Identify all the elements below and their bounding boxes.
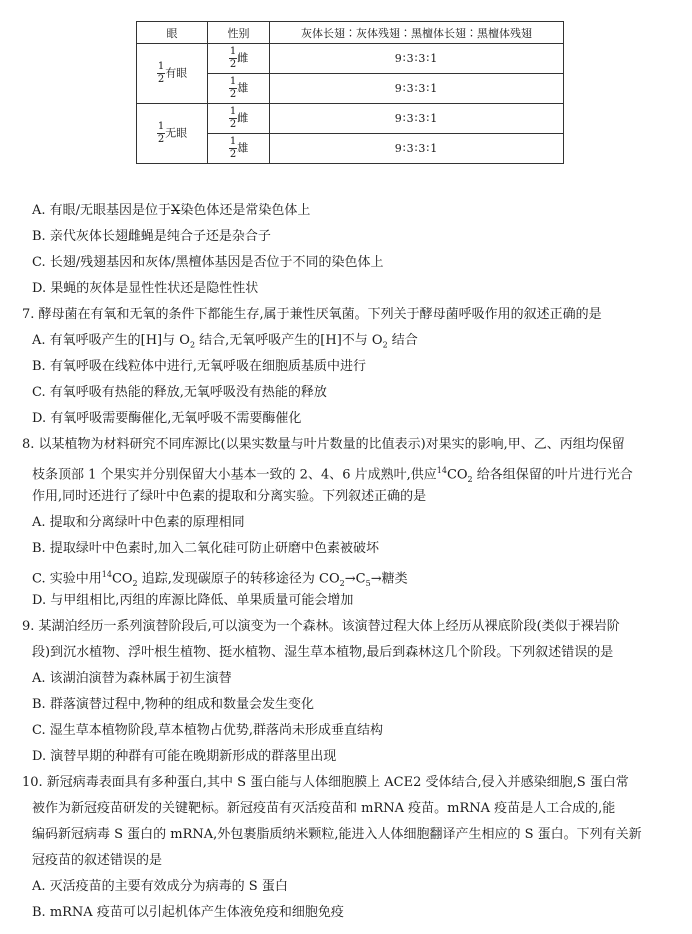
- sex-cell: $\frac{1}{2}$ 雌: [208, 104, 270, 134]
- header-ratio: 灰体长翅∶灰体残翅∶黑檀体长翅∶黑檀体残翅: [270, 22, 564, 44]
- fraction: $\frac{1}{2}$: [157, 121, 165, 145]
- fraction: $\frac{1}{2}$: [229, 46, 237, 70]
- q6-option-d: D. 果蝇的灰体是显性性状还是隐性性状: [32, 281, 259, 296]
- eye-label: 无眼: [165, 126, 188, 140]
- crossed-out-x: X: [171, 203, 181, 218]
- q8-stem-line2: 枝条顶部 1 个果实并分别保留大小基本一致的 2、4、6 片成熟叶,供应$^{14}CO_2$ 给各组保留的叶片进行光合: [32, 466, 633, 484]
- ratio-cell: 9∶3∶3∶1: [270, 104, 564, 134]
- q6-option-c: C. 长翅/残翅基因和灰体/黑檀体基因是否位于不同的染色体上: [32, 255, 384, 270]
- fraction: $\frac{1}{2}$: [157, 61, 165, 85]
- q9-option-a: A. 该湖泊演替为森林属于初生演替: [32, 671, 232, 686]
- sex-cell: $\frac{1}{2}$ 雄: [208, 134, 270, 164]
- q7-option-b: B. 有氧呼吸在线粒体中进行,无氧呼吸在细胞质基质中进行: [32, 359, 366, 374]
- fraction: $\frac{1}{2}$: [229, 76, 237, 100]
- q6-option-b: B. 亲代灰体长翅雌蝇是纯合子还是杂合子: [32, 229, 271, 244]
- header-sex: 性别: [208, 22, 270, 44]
- q10-stem-line4: 冠疫苗的叙述错误的是: [32, 853, 163, 868]
- ratio-cell: 9∶3∶3∶1: [270, 74, 564, 104]
- q8-option-c: C. 实验中用$^{14}CO_2$ 追踪,发现碳原子的转移途径为 $CO_2\to C_5\to$糖类: [32, 570, 408, 588]
- q9-option-b: B. 群落演替过程中,物种的组成和数量会发生变化: [32, 697, 314, 712]
- table-header-row: [137, 22, 564, 44]
- q9-stem-line1: 9. 某湖泊经历一系列演替阶段后,可以演变为一个森林。该演替过程大体上经历从裸底阶段(类似于裸岩阶: [22, 619, 620, 634]
- q8-stem-line3: 作用,同时还进行了绿叶中色素的提取和分离实验。下列叙述正确的是: [32, 489, 427, 504]
- eye-cell-with-eyes: [137, 44, 208, 104]
- q10-option-a: A. 灭活疫苗的主要有效成分为病毒的 S 蛋白: [32, 879, 288, 894]
- q9-option-d: D. 演替早期的种群有可能在晚期新形成的群落里出现: [32, 749, 337, 764]
- fraction: $\frac{1}{2}$: [229, 136, 237, 160]
- ratio-cell: 9∶3∶3∶1: [270, 44, 564, 74]
- q8-option-a: A. 提取和分离绿叶中色素的原理相同: [32, 515, 245, 530]
- q7-option-d: D. 有氧呼吸需要酶催化,无氧呼吸不需要酶催化: [32, 411, 302, 426]
- table-row: [137, 104, 564, 134]
- q9-option-c: C. 湿生草本植物阶段,草本植物占优势,群落尚未形成垂直结构: [32, 723, 384, 738]
- eye-label: 有眼: [165, 66, 188, 80]
- q10-option-b: B. mRNA 疫苗可以引起机体产生体液免疫和细胞免疫: [32, 905, 344, 920]
- q8-option-d: D. 与甲组相比,丙组的库源比降低、单果质量可能会增加: [32, 593, 354, 608]
- fraction: $\frac{1}{2}$: [229, 106, 237, 130]
- table-row: [137, 44, 564, 74]
- genetics-table: [136, 21, 564, 164]
- ratio-cell: 9∶3∶3∶1: [270, 134, 564, 164]
- q7-stem: 7. 酵母菌在有氧和无氧的条件下都能生存,属于兼性厌氧菌。下列关于酵母菌呼吸作用的叙述正确的是: [22, 307, 602, 322]
- q10-stem-line1: 10. 新冠病毒表面具有多种蛋白,其中 S 蛋白能与人体细胞膜上 ACE2 受体结合,侵入并感染细胞,S 蛋白常: [22, 775, 629, 790]
- header-eye: 眼: [137, 22, 208, 44]
- q6-option-a: A. 有眼/无眼基因是位于X染色体还是常染色体上: [32, 203, 311, 218]
- q7-option-c: C. 有氧呼吸有热能的释放,无氧呼吸没有热能的释放: [32, 385, 327, 400]
- q7-option-a: A. 有氧呼吸产生的[H]与 $O_2$ 结合,无氧呼吸产生的[H]不与 $O_2$ 结合: [32, 333, 418, 350]
- q9-stem-line2: 段)到沉水植物、浮叶根生植物、挺水植物、湿生草本植物,最后到森林这几个阶段。下列叙述错误的是: [32, 645, 614, 660]
- q10-stem-line3: 编码新冠病毒 S 蛋白的 mRNA,外包裹脂质纳米颗粒,能进入人体细胞翻译产生相应的 S 蛋白。下列有关新: [32, 827, 642, 842]
- q10-stem-line2: 被作为新冠疫苗研发的关键靶标。新冠疫苗有灭活疫苗和 mRNA 疫苗。mRNA 疫苗是人工合成的,能: [32, 801, 616, 816]
- sex-cell: $\frac{1}{2}$ 雌: [208, 44, 270, 74]
- q8-option-b: B. 提取绿叶中色素时,加入二氧化硅可防止研磨中色素被破坏: [32, 541, 379, 556]
- q8-stem-line1: 8. 以某植物为材料研究不同库源比(以果实数量与叶片数量的比值表示)对果实的影响,甲、乙、丙组均保留: [22, 437, 625, 452]
- eye-cell-no-eyes: [137, 104, 208, 164]
- sex-cell: $\frac{1}{2}$ 雄: [208, 74, 270, 104]
